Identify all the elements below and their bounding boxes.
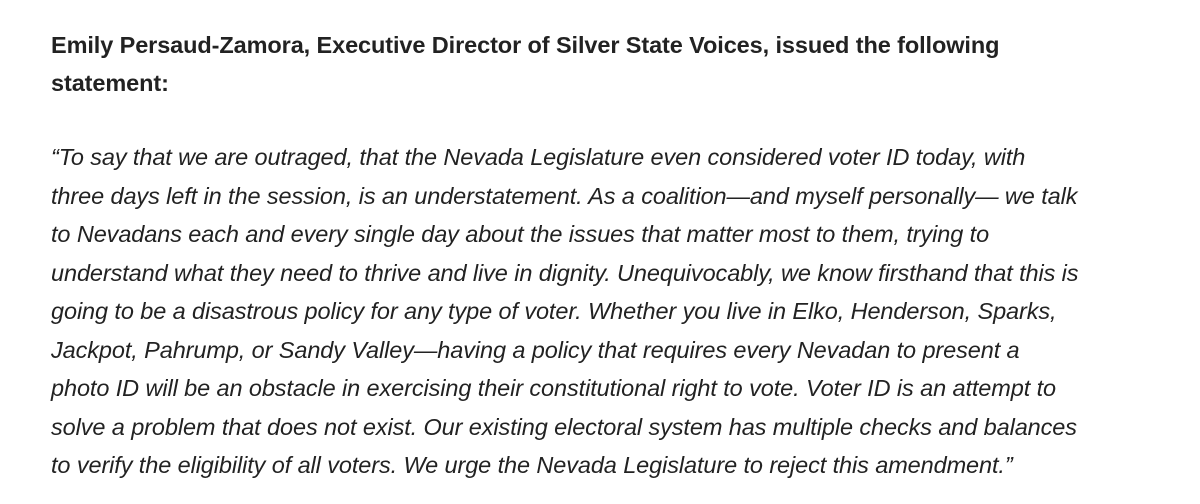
heading-line: statement:: [51, 70, 169, 96]
heading-line: Emily Persaud-Zamora, Executive Director of Silver State Voices, issued the following: [51, 32, 1000, 58]
quote-line: to Nevadans each and every single day about the issues that matter most to them, trying to: [51, 221, 990, 247]
quote-line: photo ID will be an obstacle in exercising their constitutional right to vote. Voter ID is an attempt to: [51, 375, 1056, 401]
quote-line: Jackpot, Pahrump, or Sandy Valley—having a policy that requires every Nevadan to present a: [51, 336, 1020, 363]
quote-line: three days left in the session, is an understatement. As a coalition—and myself personally— we talk: [51, 182, 1078, 209]
quote-line: solve a problem that does not exist. Our existing electoral system has multiple checks and balances: [51, 413, 1077, 440]
statement-article: [51, 26, 1181, 485]
statement-heading: [51, 26, 1181, 102]
quote-line: going to be a disastrous policy for any type of voter. Whether you live in Elko, Henderson, Sparks,: [51, 298, 1057, 324]
quote-line: “To say that we are outraged, that the Nevada Legislature even considered voter ID today, with: [51, 144, 1026, 170]
statement-quote: [51, 138, 1181, 485]
quote-line: understand what they need to thrive and live in dignity. Unequivocably, we know firsthand that this is: [51, 259, 1079, 286]
quote-line: to verify the eligibility of all voters. We urge the Nevada Legislature to reject this amendment.”: [51, 452, 1013, 478]
